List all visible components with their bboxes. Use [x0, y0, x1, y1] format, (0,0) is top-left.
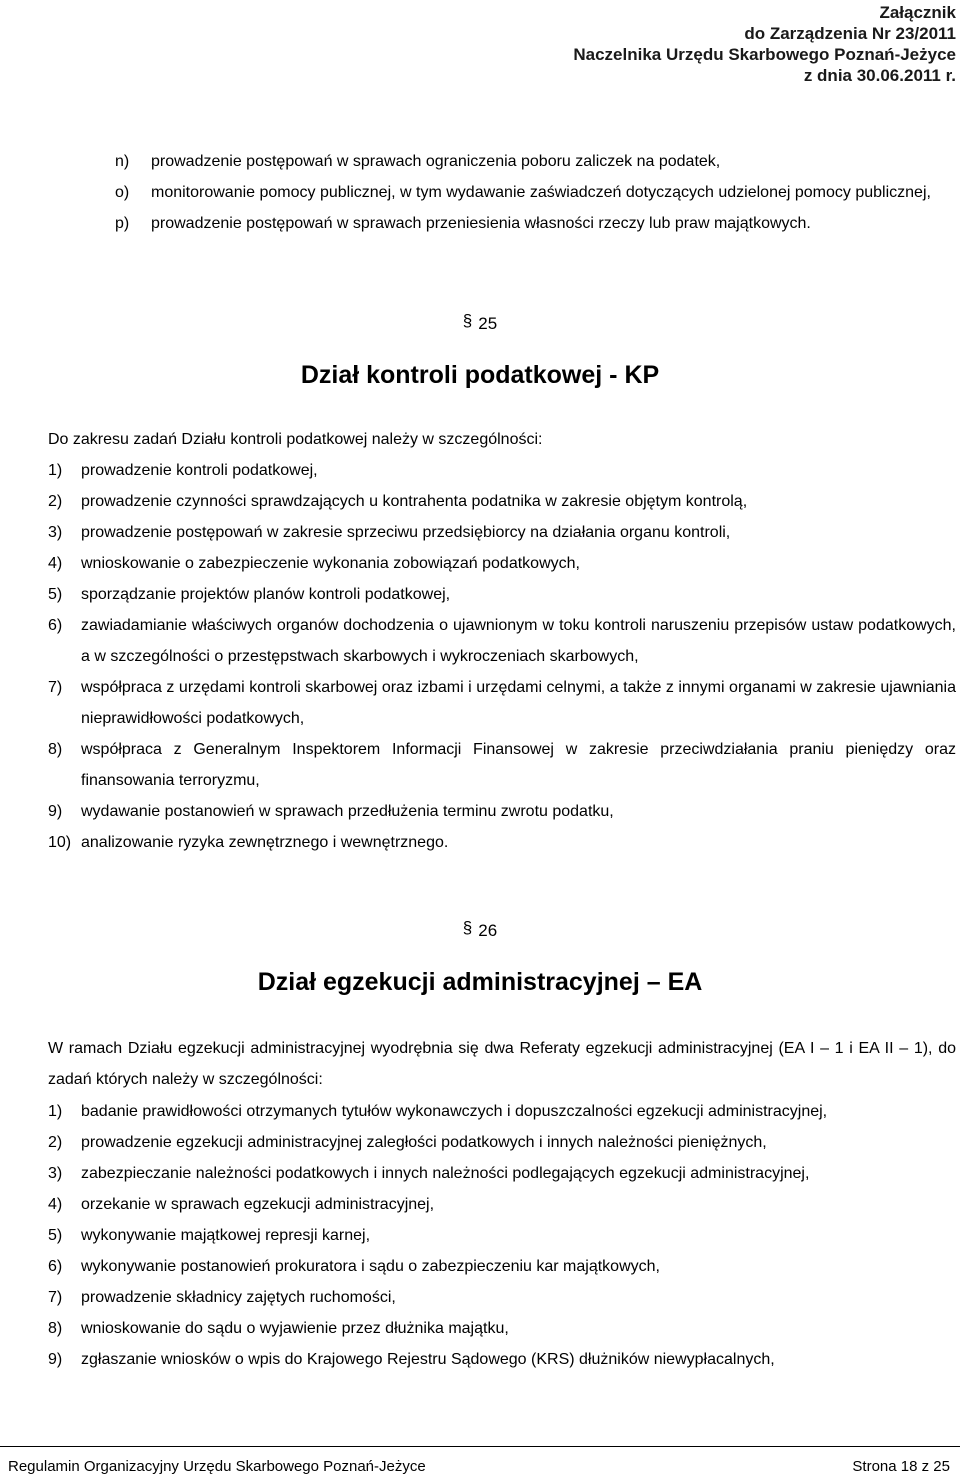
section-sign: §: [462, 311, 473, 330]
list-marker: 3): [48, 524, 63, 541]
list-marker: 7): [48, 1289, 63, 1306]
list-text: orzekanie w sprawach egzekucji administracyjnej,: [81, 1196, 435, 1213]
section-intro-25: Do zakresu zadań Działu kontroli podatkowej należy w szczególności:: [48, 431, 543, 448]
list-text: prowadzenie czynności sprawdzających u kontrahenta podatnika w zakresie objętym kontrolą,: [81, 493, 748, 510]
section-25-list: [48, 455, 956, 858]
list-marker: p): [115, 215, 130, 232]
list-text: wydawanie postanowień w sprawach przedłużenia terminu zwrotu podatku,: [81, 803, 614, 820]
list-marker: 10): [48, 834, 72, 851]
list-text: wykonywanie majątkowej represji karnej,: [81, 1227, 371, 1244]
section-number: 25: [478, 314, 498, 333]
section-number-26: [0, 918, 960, 941]
section-title-25: Dział kontroli podatkowej - KP: [300, 361, 660, 389]
list-marker: 5): [48, 586, 63, 603]
list-item: [48, 517, 956, 548]
list-marker: 2): [48, 1134, 63, 1151]
list-item: [48, 548, 956, 579]
list-item: [48, 1344, 956, 1375]
list-marker: 3): [48, 1165, 63, 1182]
list-item: [48, 1282, 956, 1313]
list-item: [48, 796, 956, 827]
list-marker: 4): [48, 555, 63, 572]
list-marker: 2): [48, 493, 63, 510]
list-item: [48, 579, 956, 610]
list-item: [115, 177, 956, 208]
list-text: prowadzenie postępowań w sprawach ograniczenia poboru zaliczek na podatek,: [151, 153, 721, 170]
list-text: wykonywanie postanowień prokuratora i sądu o zabezpieczeniu kar majątkowych,: [81, 1258, 660, 1275]
list-marker: 8): [48, 1320, 63, 1337]
list-text: sporządzanie projektów planów kontroli podatkowej,: [81, 586, 451, 603]
list-marker: 5): [48, 1227, 63, 1244]
list-text: zawiadamianie właściwych organów dochodzenia o ujawnionym w toku kontroli naruszeniu przepisów ustaw podatkowych, a w szczególności o przestępstwach skarbowych i wykroczeniach skarbowych,: [81, 617, 956, 665]
list-text: wnioskowanie do sądu o wyjawienie przez dłużnika majątku,: [81, 1320, 509, 1337]
section-intro-26: W ramach Działu egzekucji administracyjnej wyodrębnia się dwa Referaty egzekucji administracyjnej (EA I – 1 i EA II – 1), do zadań których należy w szczególności:: [48, 1040, 956, 1088]
list-item: [115, 208, 956, 239]
list-item: [48, 455, 956, 486]
list-item: [48, 1313, 956, 1344]
footer-page-number: Strona 18 z 25: [852, 1458, 950, 1475]
header-line: Naczelnika Urzędu Skarbowego Poznań-Jeżyce: [573, 45, 956, 64]
footer-divider: [0, 1446, 960, 1447]
list-text: analizowanie ryzyka zewnętrznego i wewnętrznego.: [81, 834, 449, 851]
list-text: zgłaszanie wniosków o wpis do Krajowego Rejestru Sądowego (KRS) dłużników niewypłacalnych,: [81, 1351, 775, 1368]
list-item: [48, 1251, 956, 1282]
list-item: [48, 1220, 956, 1251]
header-line: z dnia 30.06.2011 r.: [803, 66, 956, 85]
list-text: zabezpieczanie należności podatkowych i innych należności podlegających egzekucji administracyjnej,: [81, 1165, 810, 1182]
list-item: [48, 1158, 956, 1189]
list-item: [48, 734, 956, 796]
list-marker: 1): [48, 462, 63, 479]
list-item: [48, 1096, 956, 1127]
section-sign: §: [462, 918, 473, 937]
attachment-header: [573, 2, 956, 86]
list-item: [48, 1189, 956, 1220]
list-text: wnioskowanie o zabezpieczenie wykonania zobowiązań podatkowych,: [81, 555, 580, 572]
list-text: badanie prawidłowości otrzymanych tytułów wykonawczych i dopuszczalności egzekucji administracyjnej,: [81, 1103, 828, 1120]
list-text: współpraca z urzędami kontroli skarbowej oraz izbami i urzędami celnymi, a także z innymi organami w zakresie ujawniania nieprawidłowości podatkowych,: [81, 679, 956, 727]
footer-document-title: Regulamin Organizacyjny Urzędu Skarbowego Poznań-Jeżyce: [8, 1458, 426, 1475]
list-marker: n): [115, 153, 130, 170]
list-item: [48, 672, 956, 734]
header-line: do Zarządzenia Nr 23/2011: [744, 24, 956, 43]
list-marker: o): [115, 184, 130, 201]
section-number: 26: [478, 921, 498, 940]
list-marker: 4): [48, 1196, 63, 1213]
list-item: [115, 146, 956, 177]
section-number-25: [0, 311, 960, 334]
list-marker: 7): [48, 679, 63, 696]
list-marker: 8): [48, 741, 63, 758]
list-text: prowadzenie postępowań w sprawach przeniesienia własności rzeczy lub praw majątkowych.: [151, 215, 811, 232]
list-text: prowadzenie kontroli podatkowej,: [81, 462, 318, 479]
list-marker: 6): [48, 617, 63, 634]
list-text: monitorowanie pomocy publicznej, w tym wydawanie zaświadczeń dotyczących udzielonej pomocy publicznej,: [151, 184, 931, 201]
list-text: prowadzenie postępowań w zakresie sprzeciwu przedsiębiorcy na działania organu kontroli,: [81, 524, 731, 541]
list-text: prowadzenie egzekucji administracyjnej zaległości podatkowych i innych należności pieniężnych,: [81, 1134, 767, 1151]
list-text: współpraca z Generalnym Inspektorem Informacji Finansowej w zakresie przeciwdziałania praniu pieniędzy oraz finansowania terroryzmu,: [81, 741, 956, 789]
list-item: [48, 1127, 956, 1158]
list-item: [48, 827, 956, 858]
list-item: [48, 610, 956, 672]
list-marker: 9): [48, 1351, 63, 1368]
list-text: prowadzenie składnicy zajętych ruchomości,: [81, 1289, 396, 1306]
list-marker: 1): [48, 1103, 63, 1120]
section-26-list: [48, 1096, 956, 1375]
section-title-26: Dział egzekucji administracyjnej – EA: [257, 968, 703, 996]
list-marker: 6): [48, 1258, 63, 1275]
list-marker: 9): [48, 803, 63, 820]
top-list: [115, 146, 956, 239]
header-line: Załącznik: [879, 3, 956, 22]
list-item: [48, 486, 956, 517]
